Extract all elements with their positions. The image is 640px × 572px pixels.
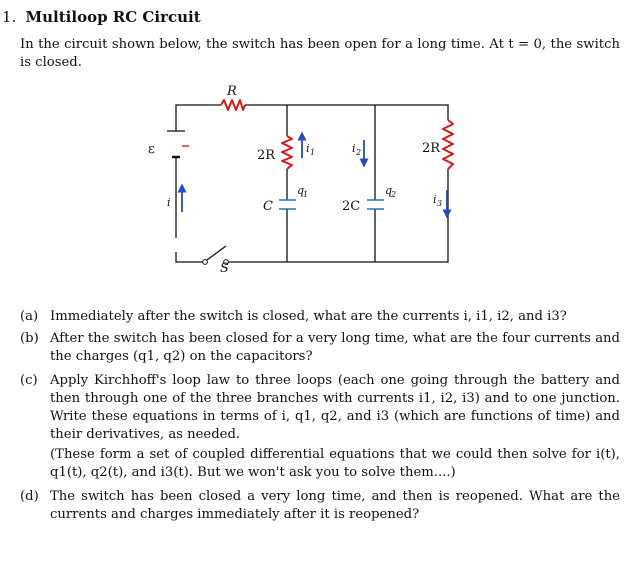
svg-text:i: i bbox=[306, 142, 310, 155]
problem-title-text: Multiloop RC Circuit bbox=[25, 8, 201, 26]
label-2R-middle: 2R bbox=[257, 148, 276, 163]
svg-text:3: 3 bbox=[437, 199, 443, 208]
capacitor-2C bbox=[367, 200, 384, 209]
svg-text:2: 2 bbox=[391, 190, 397, 199]
problem-number: 1. bbox=[2, 8, 17, 26]
circuit-wires bbox=[176, 105, 448, 262]
resistor-2R-right bbox=[443, 120, 453, 169]
label-2R-right: 2R bbox=[422, 141, 441, 156]
svg-text:1: 1 bbox=[310, 148, 316, 157]
svg-text:q: q bbox=[385, 184, 393, 197]
svg-text:2: 2 bbox=[356, 148, 362, 157]
svg-text:1: 1 bbox=[303, 190, 309, 199]
label-emf: ε bbox=[148, 142, 155, 157]
question-part-d bbox=[20, 488, 620, 524]
svg-text:i: i bbox=[352, 142, 356, 155]
label-current-i: i bbox=[167, 196, 171, 209]
part-label: (c) bbox=[20, 373, 38, 388]
resistor-R-top bbox=[221, 100, 245, 110]
problem-intro: In the circuit shown below, the switch has been open for a long time. At t = 0, the switch is closed. bbox=[20, 37, 620, 70]
question-part-b bbox=[20, 330, 620, 366]
label-charge-q2 bbox=[385, 184, 396, 199]
label-charge-q1 bbox=[297, 184, 308, 199]
part-c-note: (These form a set of coupled differential equations that we could then solve for i(t), q1(t), q2(t), and i3(t). But we won't ask you to solve them....) bbox=[50, 447, 620, 480]
part-label: (a) bbox=[20, 309, 39, 324]
part-label: (b) bbox=[20, 331, 39, 346]
label-2C: 2C bbox=[342, 199, 361, 214]
capacitor-C bbox=[279, 200, 296, 209]
question-part-c bbox=[20, 372, 620, 444]
question-part-a bbox=[20, 308, 620, 326]
svg-text:i: i bbox=[433, 193, 437, 206]
resistor-2R-middle bbox=[282, 136, 292, 169]
part-text: Apply Kirchhoff's loop law to three loops (each one going through the battery and then through one of the three branches with currents i1, i2, i3) and to one junction. Write these equations in terms of i, q1, q2, and i3 (which are functions of time) and their derivatives, as needed. bbox=[50, 373, 620, 442]
label-R-top: R bbox=[227, 84, 237, 99]
label-current-i2 bbox=[352, 142, 361, 157]
part-label: (d) bbox=[20, 489, 39, 504]
label-current-i1 bbox=[306, 142, 315, 157]
battery-emf bbox=[167, 131, 189, 157]
svg-text:q: q bbox=[297, 184, 305, 197]
label-switch-S: S bbox=[220, 261, 229, 276]
part-text: The switch has been closed a very long time, and then is reopened. What are the currents and charges immediately after it is reopened? bbox=[50, 489, 620, 522]
label-C: C bbox=[263, 199, 273, 214]
part-text: Immediately after the switch is closed, what are the currents i, i1, i2, and i3? bbox=[50, 309, 567, 324]
label-current-i3 bbox=[433, 193, 442, 208]
part-text: After the switch has been closed for a very long time, what are the four currents and the charges (q1, q2) on the capacitors? bbox=[50, 331, 620, 364]
